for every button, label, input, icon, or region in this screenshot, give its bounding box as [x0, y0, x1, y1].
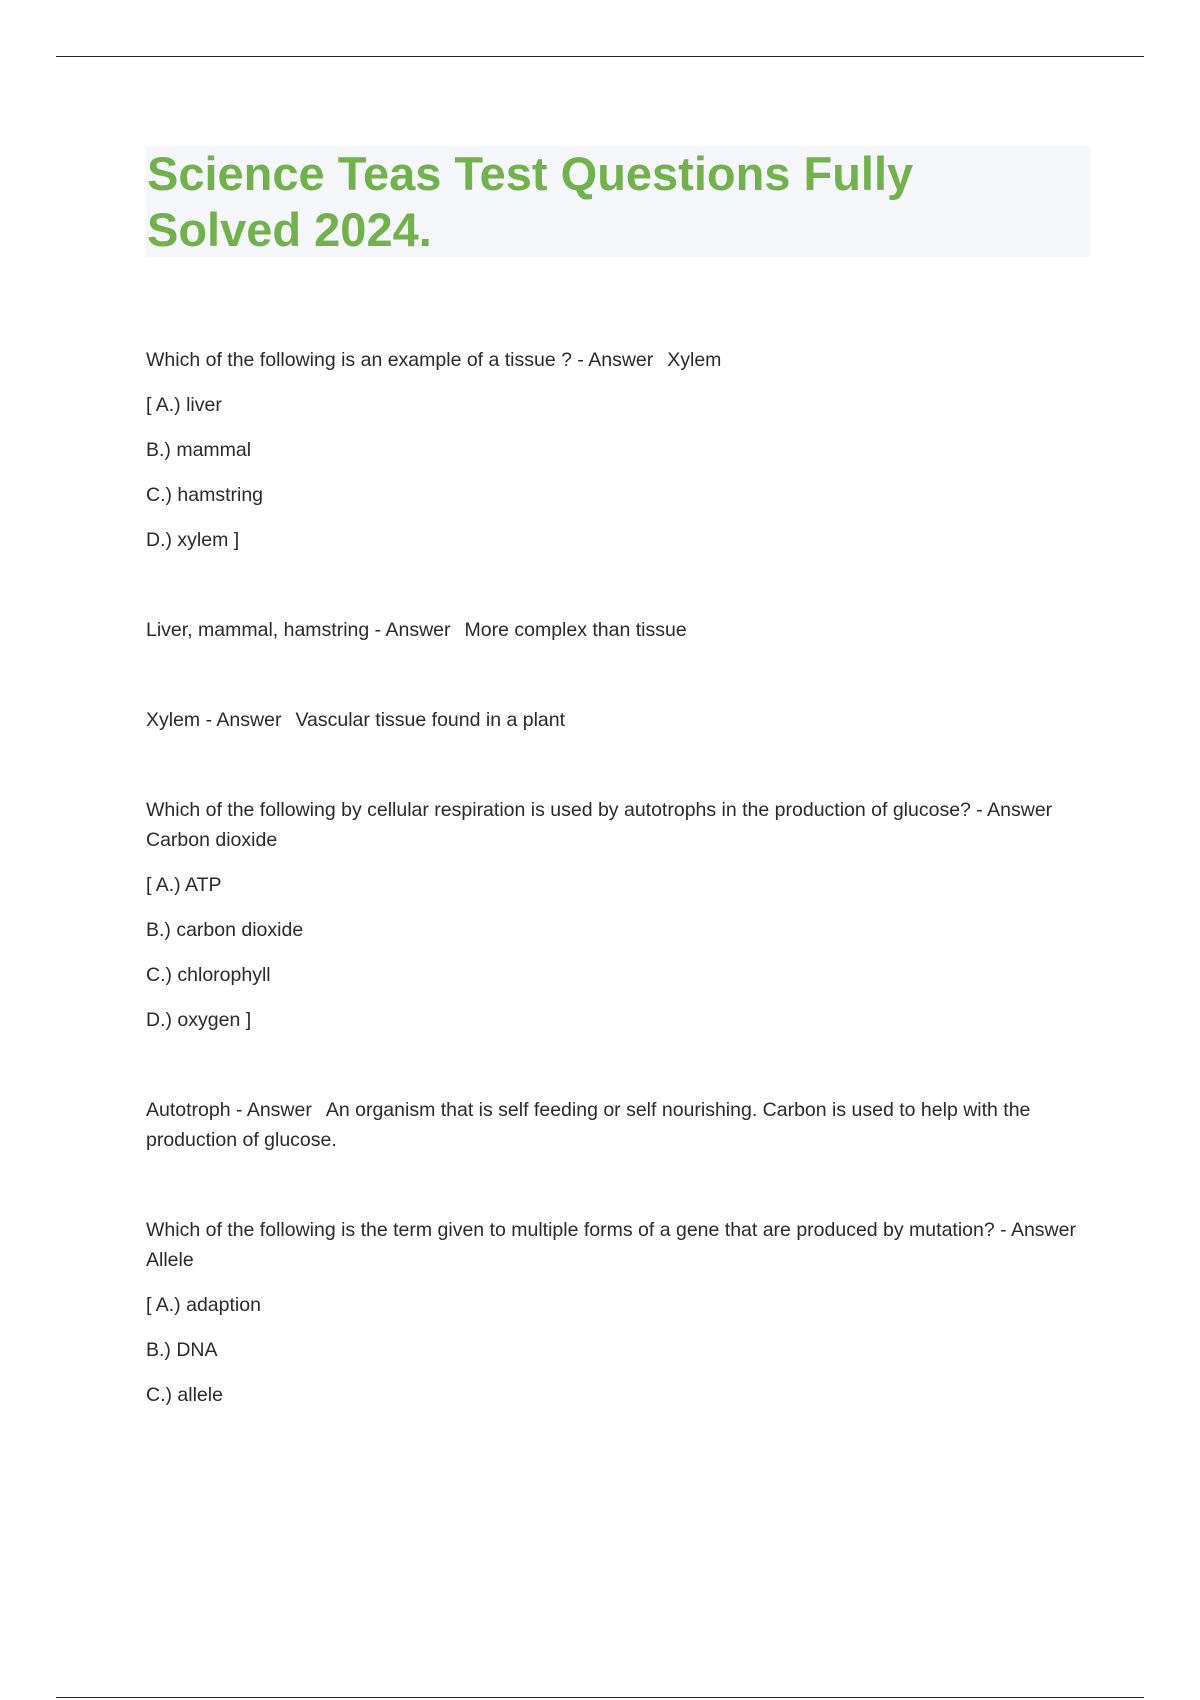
term-text: Liver, mammal, hamstring - Answer — [146, 619, 451, 641]
answer-text: More complex than tissue — [464, 619, 687, 641]
option-c: C.) hamstring — [146, 484, 264, 506]
term-block — [146, 705, 1090, 735]
option-b: B.) DNA — [146, 1339, 218, 1361]
answer-text: Xylem — [667, 349, 722, 371]
question-text: Which of the following is the term given to multiple forms of a gene that are produced by mutation? - Answer — [146, 1219, 1076, 1241]
option-a: [ A.) adaption — [146, 1294, 261, 1316]
term-block — [146, 1095, 1090, 1155]
title-box — [146, 146, 1090, 257]
option-a: [ A.) liver — [146, 394, 222, 416]
option-b: B.) mammal — [146, 439, 252, 461]
question-line — [146, 795, 1090, 855]
top-rule — [56, 56, 1144, 57]
answer-text: Vascular tissue found in a plant — [295, 709, 566, 731]
option-c: C.) allele — [146, 1384, 223, 1406]
document-title: Science Teas Test Questions Fully Solved 2024. — [147, 147, 914, 256]
term-text: Autotroph - Answer — [146, 1099, 312, 1121]
option-b: B.) carbon dioxide — [146, 919, 304, 941]
option-a: [ A.) ATP — [146, 874, 222, 896]
option-d: D.) xylem ] — [146, 529, 240, 551]
answer-text: Allele — [146, 1249, 194, 1271]
term-text: Xylem - Answer — [146, 709, 282, 731]
option-d: D.) oxygen ] — [146, 1009, 252, 1031]
question-text: Which of the following by cellular respiration is used by autotrophs in the production of glucose? - Answer — [146, 799, 1053, 821]
answer-text: An organism that is self feeding or self nourishing. Carbon is used to help with the production of glucose. — [146, 1099, 1031, 1151]
question-block — [146, 1215, 1090, 1410]
question-block — [146, 345, 1090, 555]
term-block — [146, 615, 1090, 645]
term-line — [146, 1095, 1090, 1155]
question-line — [146, 1215, 1090, 1275]
question-line — [146, 345, 1090, 375]
document-body — [146, 345, 1090, 1410]
question-text: Which of the following is an example of a tissue ? - Answer — [146, 349, 654, 371]
question-block — [146, 795, 1090, 1035]
answer-text: Carbon dioxide — [146, 829, 278, 851]
bottom-rule — [56, 1697, 1144, 1698]
term-line — [146, 705, 1090, 735]
term-line — [146, 615, 1090, 645]
option-c: C.) chlorophyll — [146, 964, 271, 986]
